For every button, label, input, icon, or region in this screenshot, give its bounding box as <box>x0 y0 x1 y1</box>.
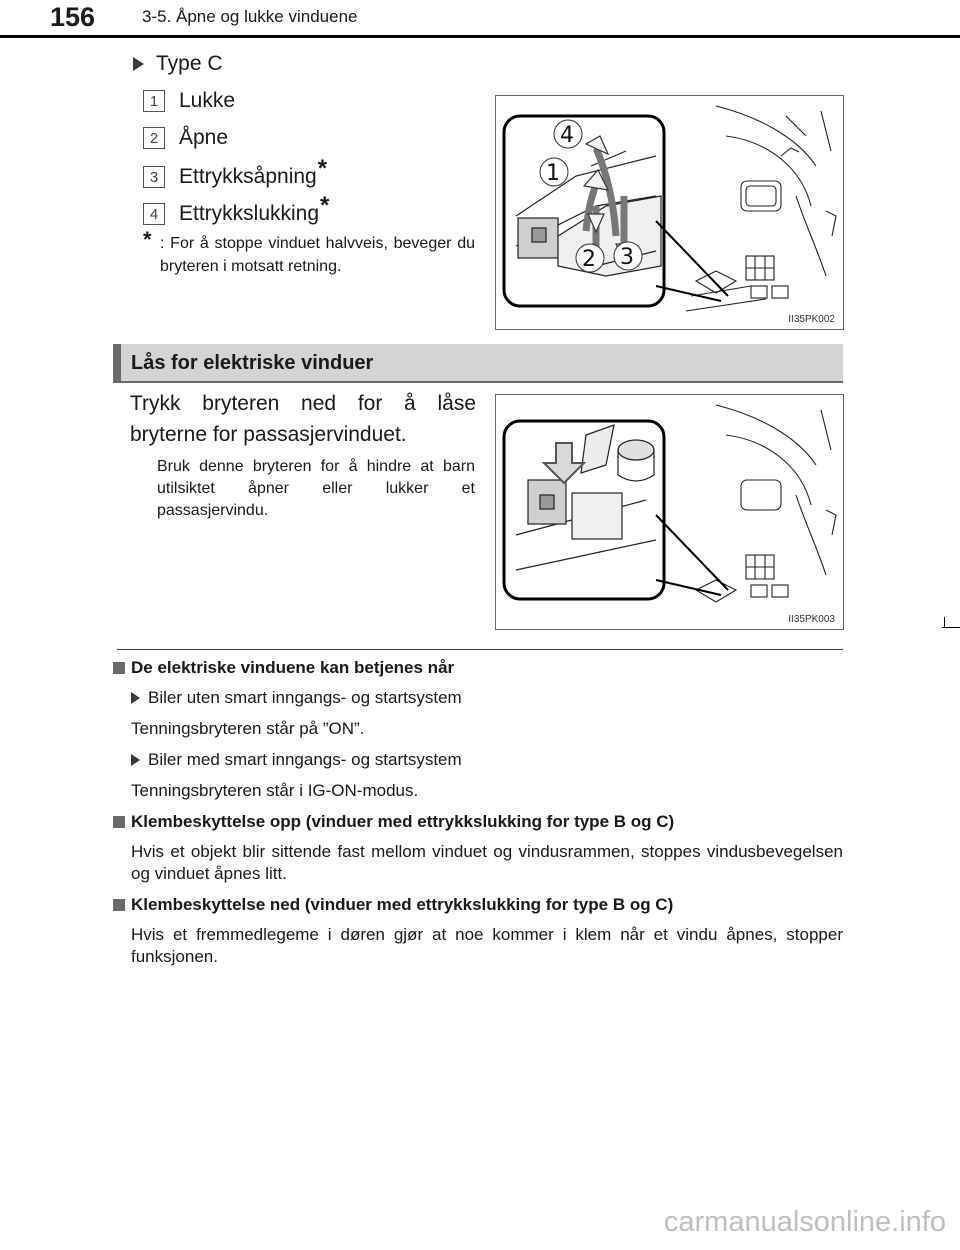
number-icon: 4 <box>143 203 165 225</box>
section-title: 3-5. Åpne og lukke vinduene <box>142 7 358 26</box>
jam-up-heading: Klembeskyttelse opp (vinduer med ettrykkslukking for type B og C) <box>113 812 674 832</box>
crop-mark <box>942 627 960 628</box>
figure-code: II35PK003 <box>788 614 835 625</box>
heading-underline <box>113 381 843 383</box>
square-bullet-icon <box>113 899 125 911</box>
list-item: 4 Ettrykkslukking * <box>143 200 329 228</box>
figure-code: II35PK002 <box>788 314 835 325</box>
without-smart-label: Biler uten smart inngangs- og startsystem <box>131 688 462 708</box>
page-number: 156 <box>50 2 96 32</box>
list-item: 2 Åpne <box>143 126 228 150</box>
jam-up-text: Hvis et objekt blir sittende fast mellom vinduet og vindusrammen, stoppes vindusbevegelsen og vinduet åpnes litt. <box>131 842 843 883</box>
figure-window-switch <box>495 95 844 330</box>
number-icon: 1 <box>143 90 165 112</box>
lock-instruction: Trykk bryteren ned for å låse bryterne for passasjervinduet. <box>130 392 476 446</box>
list-item: 1 Lukke <box>143 89 235 113</box>
asterisk: * <box>320 192 330 219</box>
section-divider <box>117 649 843 650</box>
crop-mark <box>942 37 960 38</box>
triangle-bullet-icon <box>131 692 140 704</box>
callout-3: 3 <box>620 245 634 270</box>
callout-2: 2 <box>582 247 596 272</box>
triangle-bullet-icon <box>133 57 144 71</box>
jam-down-text: Hvis et fremmedlegeme i døren gjør at noe kommer i klem når et vindu åpnes, stopper funksjonen. <box>131 925 843 966</box>
window-switch-illustration <box>496 96 844 330</box>
triangle-bullet-icon <box>131 754 140 766</box>
footnote-asterisk: * <box>143 227 152 252</box>
square-bullet-icon <box>113 662 125 674</box>
footnote <box>143 227 475 278</box>
with-smart-label: Biler med smart inngangs- og startsystem <box>131 750 462 770</box>
with-smart-text: Tenningsbryteren står i IG-ON-modus. <box>131 781 419 800</box>
heading-marker <box>113 344 121 382</box>
type-c-label: Type C <box>133 52 223 76</box>
lock-note: Bruk denne bryteren for å hindre at barn utilsiktet åpner eller lukker et passasjervindu. <box>157 458 475 519</box>
footnote-text: : For å stoppe vinduet halvveis, beveger du bryteren i motsatt retning. <box>160 235 475 275</box>
callout-1: 1 <box>546 161 560 186</box>
crop-mark <box>944 617 945 627</box>
watermark: carmanualsonline.info <box>663 1206 946 1238</box>
jam-down-heading: Klembeskyttelse ned (vinduer med ettrykkslukking for type B og C) <box>113 895 673 915</box>
section-heading: Lås for elektriske vinduer <box>113 344 843 382</box>
lock-switch-illustration <box>496 395 844 630</box>
number-icon: 2 <box>143 127 165 149</box>
number-icon: 3 <box>143 166 165 188</box>
figure-lock-switch <box>495 394 844 630</box>
square-bullet-icon <box>113 816 125 828</box>
operable-heading: De elektriske vinduene kan betjenes når <box>113 658 454 678</box>
callout-4: 4 <box>560 123 574 148</box>
list-item: 3 Ettrykksåpning * <box>143 163 327 191</box>
asterisk: * <box>317 155 328 182</box>
header-rule <box>0 35 960 38</box>
without-smart-text: Tenningsbryteren står på ”ON”. <box>131 719 365 738</box>
